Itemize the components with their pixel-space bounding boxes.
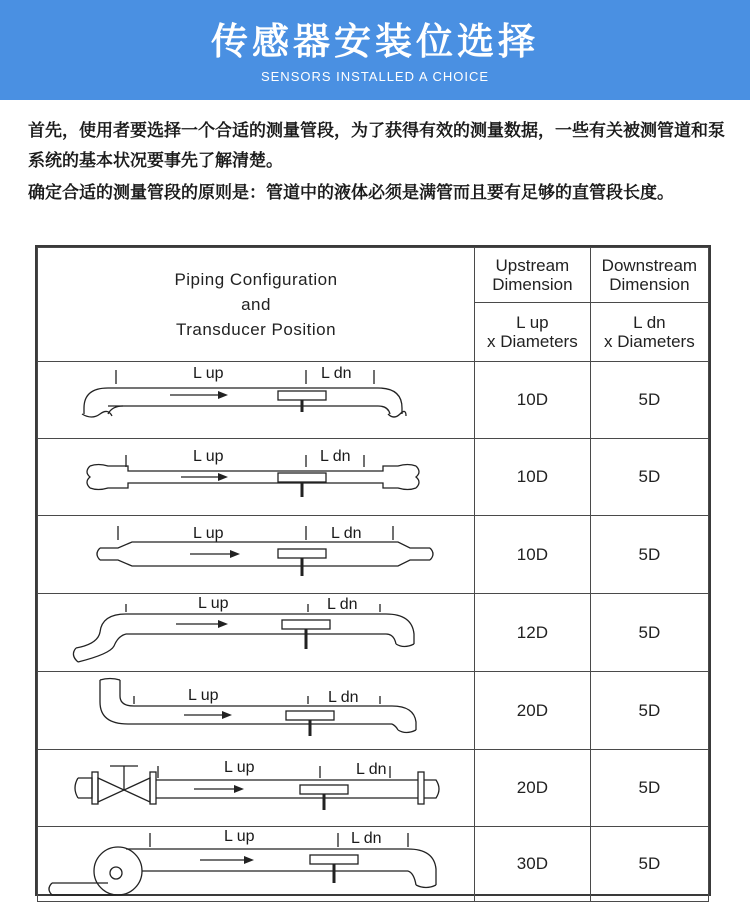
table-row	[38, 439, 709, 516]
piping-diagram-cell	[38, 827, 475, 902]
upstream-value: 10D	[475, 439, 591, 516]
header-config-line-3: Transducer Position	[175, 320, 337, 339]
table-row	[38, 362, 709, 439]
header-piping-configuration	[38, 248, 475, 362]
piping-diagram-reducer-expander	[38, 439, 474, 515]
piping-diagram-valve	[38, 750, 474, 826]
header-banner	[0, 0, 750, 100]
downstream-value: 5D	[590, 362, 708, 439]
diagram-label-lup: L up	[224, 828, 255, 845]
table-row	[38, 594, 709, 672]
diagram-label-ldn: L dn	[356, 761, 387, 778]
diagram-label-lup: L up	[193, 525, 224, 542]
upstream-value: 20D	[475, 750, 591, 827]
downstream-value: 5D	[590, 827, 708, 902]
upstream-value: 20D	[475, 672, 591, 750]
piping-diagram-pump	[38, 827, 474, 901]
piping-diagram-cell	[38, 672, 475, 750]
downstream-value: 5D	[590, 672, 708, 750]
header-lup-line-1: L up	[516, 313, 549, 332]
header-upstream-line-1: Upstream	[495, 256, 570, 275]
diagram-label-ldn: L dn	[327, 596, 358, 613]
diagram-label-lup: L up	[224, 759, 255, 776]
upstream-value: 12D	[475, 594, 591, 672]
intro-text	[28, 116, 728, 208]
downstream-value: 5D	[590, 439, 708, 516]
piping-diagram-cell	[38, 439, 475, 516]
header-config-line-1: Piping Configuration	[174, 270, 338, 289]
header-downstream-line-2: Dimension	[609, 275, 690, 294]
piping-diagram-double-elbow-down	[38, 362, 474, 438]
table-row	[38, 827, 709, 902]
header-ldn-line-2: x Diameters	[604, 332, 695, 351]
diagram-label-lup: L up	[193, 365, 224, 382]
piping-diagram-riser-elbows	[38, 672, 474, 749]
downstream-value: 5D	[590, 750, 708, 827]
intro-paragraph-1: 首先，使用者要选择一个合适的测量管段，为了获得有效的测量数据，一些有关被测管道和泵系统的基本状况要事先了解清楚。	[28, 121, 725, 171]
upstream-value: 10D	[475, 362, 591, 439]
header-lup-line-2: x Diameters	[487, 332, 578, 351]
diagram-label-ldn: L dn	[321, 365, 352, 382]
intro-paragraph-2: 确定合适的测量管段的原则是：管道中的液体必须是满管而且要有足够的直管段长度。	[28, 183, 674, 203]
header-ldn-diameters	[590, 303, 708, 362]
piping-diagram-cell	[38, 594, 475, 672]
diagram-label-lup: L up	[198, 595, 229, 612]
piping-diagram-cell	[38, 362, 475, 439]
piping-diagram-expander-reducer	[38, 516, 474, 593]
installation-table	[35, 245, 711, 896]
header-ldn-line-1: L dn	[633, 313, 666, 332]
diagram-label-ldn: L dn	[331, 525, 362, 542]
page-title: 传感器安装位选择	[211, 20, 539, 63]
installation-spec-table	[37, 247, 709, 902]
table-row	[38, 516, 709, 594]
header-upstream-line-2: Dimension	[492, 275, 573, 294]
diagram-label-lup: L up	[188, 687, 219, 704]
piping-diagram-cell	[38, 516, 475, 594]
header-lup-diameters	[475, 303, 591, 362]
diagram-label-ldn: L dn	[328, 689, 359, 706]
upstream-value: 10D	[475, 516, 591, 594]
page-subtitle: SENSORS INSTALLED A CHOICE	[260, 69, 490, 84]
header-upstream-dimension	[475, 248, 591, 303]
header-downstream-dimension	[590, 248, 708, 303]
downstream-value: 5D	[590, 594, 708, 672]
upstream-value: 30D	[475, 827, 591, 902]
header-downstream-line-1: Downstream	[601, 256, 698, 275]
diagram-label-ldn: L dn	[351, 830, 382, 847]
table-row	[38, 672, 709, 750]
diagram-label-ldn: L dn	[320, 448, 351, 465]
diagram-label-lup: L up	[193, 448, 224, 465]
piping-diagram-upward-elbows	[38, 594, 474, 671]
table-row	[38, 750, 709, 827]
piping-diagram-cell	[38, 750, 475, 827]
downstream-value: 5D	[590, 516, 708, 594]
header-config-line-2: and	[241, 295, 271, 314]
